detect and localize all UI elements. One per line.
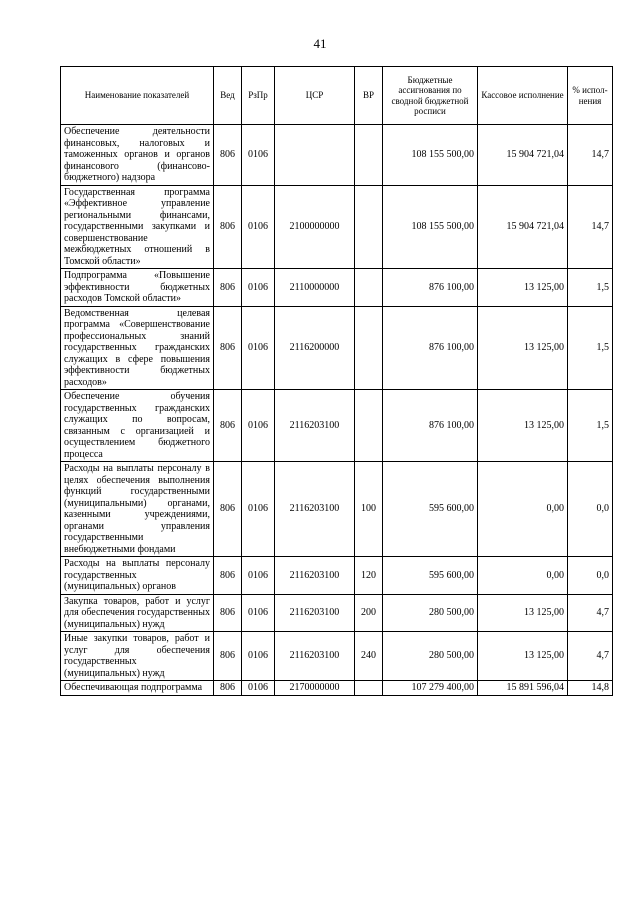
table-row (61, 306, 613, 390)
cell-rzpr: 0106 (242, 462, 275, 557)
cell-name: Обеспечение деятельности финансовых, налоговых и таможенных органов и органов финансового (финансово-бюджетного) надзора (61, 125, 214, 186)
cell-name: Расходы на выплаты персоналу государственных (муниципальных) органов (61, 557, 214, 595)
table-row (61, 632, 613, 681)
cell-percent: 0,0 (568, 462, 613, 557)
header-percent: % испол-нения (568, 67, 613, 125)
cell-name: Обеспечивающая подпрограмма (61, 681, 214, 696)
cell-cash: 13 125,00 (478, 269, 568, 307)
cell-percent: 14,8 (568, 681, 613, 696)
cell-vr: 240 (355, 632, 383, 681)
cell-budget: 595 600,00 (383, 557, 478, 595)
cell-ved: 806 (214, 390, 242, 462)
cell-cash: 13 125,00 (478, 632, 568, 681)
cell-csr: 2100000000 (275, 185, 355, 269)
cell-vr (355, 185, 383, 269)
cell-name: Иные закупки товаров, работ и услуг для обеспечения государственных (муниципальных) нужд (61, 632, 214, 681)
cell-budget: 108 155 500,00 (383, 185, 478, 269)
cell-rzpr: 0106 (242, 594, 275, 632)
cell-csr: 2116200000 (275, 306, 355, 390)
cell-ved: 806 (214, 125, 242, 186)
header-budget: Бюджетные ассигнования по сводной бюджетной росписи (383, 67, 478, 125)
cell-rzpr: 0106 (242, 390, 275, 462)
cell-percent: 1,5 (568, 269, 613, 307)
cell-vr: 200 (355, 594, 383, 632)
page-number: 41 (313, 36, 327, 51)
cell-name: Государственная программа «Эффективное управление региональными финансами, государственными закупками и совершенствование межбюджетных отношений в Томской области» (61, 185, 214, 269)
cell-ved: 806 (214, 681, 242, 696)
cell-csr: 2110000000 (275, 269, 355, 307)
cell-cash: 15 904 721,04 (478, 125, 568, 186)
cell-vr (355, 306, 383, 390)
cell-cash: 0,00 (478, 462, 568, 557)
cell-vr: 100 (355, 462, 383, 557)
cell-budget: 108 155 500,00 (383, 125, 478, 186)
cell-csr: 2116203100 (275, 557, 355, 595)
cell-percent: 4,7 (568, 594, 613, 632)
table-row (61, 462, 613, 557)
cell-csr (275, 125, 355, 186)
cell-vr (355, 681, 383, 696)
table-row (61, 681, 613, 696)
cell-percent: 14,7 (568, 185, 613, 269)
table-row (61, 269, 613, 307)
cell-percent: 0,0 (568, 557, 613, 595)
table-row (61, 390, 613, 462)
cell-percent: 1,5 (568, 306, 613, 390)
header-name: Наименование показателей (61, 67, 214, 125)
cell-name: Ведомственная целевая программа «Совершенствование профессиональных знаний государственных гражданских служащих в сфере повышения эффективности бюджетных расходов» (61, 306, 214, 390)
cell-vr (355, 269, 383, 307)
cell-csr: 2116203100 (275, 390, 355, 462)
cell-percent: 4,7 (568, 632, 613, 681)
cell-ved: 806 (214, 557, 242, 595)
table-row (61, 185, 613, 269)
cell-vr (355, 125, 383, 186)
cell-cash: 13 125,00 (478, 594, 568, 632)
cell-ved: 806 (214, 462, 242, 557)
budget-execution-table (60, 66, 613, 696)
cell-cash: 0,00 (478, 557, 568, 595)
cell-name: Закупка товаров, работ и услуг для обеспечения государственных (муниципальных) нужд (61, 594, 214, 632)
cell-budget: 280 500,00 (383, 632, 478, 681)
cell-budget: 876 100,00 (383, 269, 478, 307)
cell-ved: 806 (214, 632, 242, 681)
cell-rzpr: 0106 (242, 632, 275, 681)
cell-csr: 2116203100 (275, 632, 355, 681)
cell-cash: 13 125,00 (478, 390, 568, 462)
header-rzpr: РзПр (242, 67, 275, 125)
cell-ved: 806 (214, 185, 242, 269)
cell-budget: 876 100,00 (383, 390, 478, 462)
cell-budget: 280 500,00 (383, 594, 478, 632)
header-vr: ВР (355, 67, 383, 125)
cell-csr: 2116203100 (275, 594, 355, 632)
header-csr: ЦСР (275, 67, 355, 125)
cell-rzpr: 0106 (242, 185, 275, 269)
cell-name: Подпрограмма «Повышение эффективности бюджетных расходов Томской области» (61, 269, 214, 307)
cell-rzpr: 0106 (242, 306, 275, 390)
cell-csr: 2116203100 (275, 462, 355, 557)
cell-budget: 107 279 400,00 (383, 681, 478, 696)
cell-vr (355, 390, 383, 462)
cell-rzpr: 0106 (242, 681, 275, 696)
header-row (61, 67, 613, 125)
cell-rzpr: 0106 (242, 125, 275, 186)
cell-name: Расходы на выплаты персоналу в целях обеспечения выполнения функций государственными (муниципальными) органами, казенными учреждениями, органами управления государственными внебюджетными фондами (61, 462, 214, 557)
cell-budget: 595 600,00 (383, 462, 478, 557)
header-ved: Вед (214, 67, 242, 125)
cell-percent: 14,7 (568, 125, 613, 186)
table-row (61, 594, 613, 632)
cell-name: Обеспечение обучения государственных гражданских служащих по вопросам, связанным с организацией и осуществлением бюджетного процесса (61, 390, 214, 462)
cell-cash: 13 125,00 (478, 306, 568, 390)
cell-csr: 2170000000 (275, 681, 355, 696)
cell-cash: 15 904 721,04 (478, 185, 568, 269)
table-row (61, 557, 613, 595)
cell-budget: 876 100,00 (383, 306, 478, 390)
cell-ved: 806 (214, 306, 242, 390)
cell-ved: 806 (214, 594, 242, 632)
table-row (61, 125, 613, 186)
cell-ved: 806 (214, 269, 242, 307)
cell-rzpr: 0106 (242, 269, 275, 307)
header-cash: Кассовое исполнение (478, 67, 568, 125)
cell-vr: 120 (355, 557, 383, 595)
cell-cash: 15 891 596,04 (478, 681, 568, 696)
cell-rzpr: 0106 (242, 557, 275, 595)
cell-percent: 1,5 (568, 390, 613, 462)
